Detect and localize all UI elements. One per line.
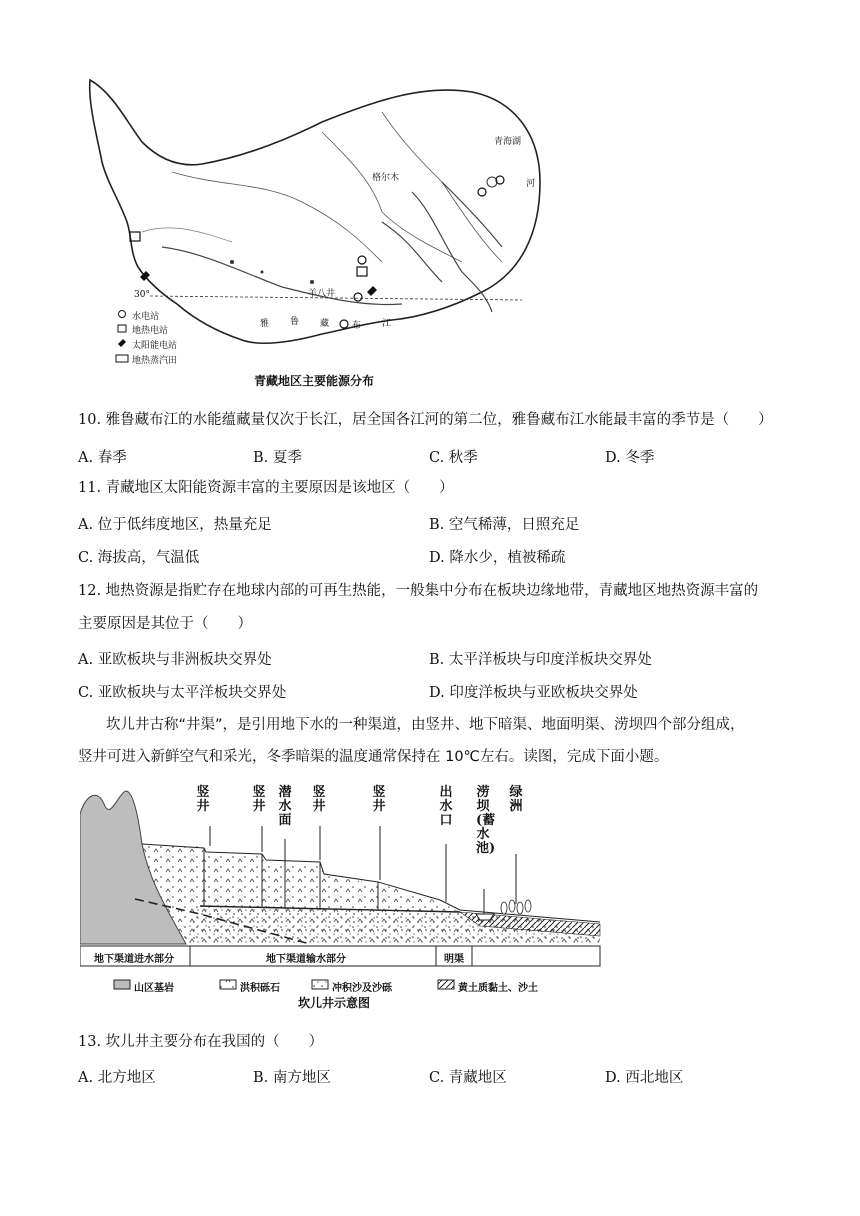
label-pond: 涝坝(蓄水池) bbox=[476, 785, 496, 856]
q11-option-c[interactable]: C. 海拔高，气温低 bbox=[78, 550, 200, 566]
map-label-yarlung-3: 藏 bbox=[320, 319, 330, 329]
map-label-yangbajing: 羊八井 bbox=[308, 289, 336, 299]
q12-option-b[interactable]: B. 太平洋板块与印度洋板块交界处 bbox=[429, 652, 652, 668]
legend-sand: 冲积沙及沙砾 bbox=[332, 983, 392, 994]
passage-line-1: 坎儿井古称“井渠”，是引用地下水的一种渠道，由竖井、地下暗渠、地面明渠、涝坝四个部分组成， bbox=[106, 717, 745, 733]
question-11: 11. 青藏地区太阳能资源丰富的主要原因是该地区（ ） bbox=[78, 480, 454, 496]
label-water-table: 潜水面 bbox=[278, 785, 292, 828]
q13-option-b[interactable]: B. 南方地区 bbox=[253, 1070, 331, 1086]
q11-option-b[interactable]: B. 空气稀薄，日照充足 bbox=[429, 517, 580, 533]
q10-option-d[interactable]: D. 冬季 bbox=[605, 450, 655, 466]
section-intake: 地下渠道进水部分 bbox=[94, 954, 174, 965]
q13-option-a[interactable]: A. 北方地区 bbox=[78, 1070, 156, 1086]
legend-geothermal: 地热电站 bbox=[132, 326, 169, 336]
q13-option-d[interactable]: D. 西北地区 bbox=[605, 1070, 684, 1086]
q10-option-b[interactable]: B. 夏季 bbox=[253, 450, 302, 466]
map-label-lat30: 30° bbox=[134, 290, 150, 300]
label-shaft-3: 竖井 bbox=[312, 785, 326, 814]
q12-option-a[interactable]: A. 亚欧板块与非洲板块交界处 bbox=[78, 652, 272, 668]
map-label-yarlung-1: 雅 bbox=[260, 319, 270, 329]
label-outlet: 出水口 bbox=[439, 785, 453, 828]
legend-hydro: 水电站 bbox=[132, 312, 160, 322]
label-shaft-2: 竖井 bbox=[252, 785, 266, 814]
q10-option-c[interactable]: C. 秋季 bbox=[429, 450, 478, 466]
map-label-river-side: 河 bbox=[526, 179, 536, 189]
energy-map-caption: 青藏地区主要能源分布 bbox=[254, 374, 375, 388]
map-label-yarlung-5: 江 bbox=[382, 319, 392, 329]
legend-loess: 黄土质黏土、沙土 bbox=[458, 983, 538, 994]
karez-diagram-svg bbox=[80, 784, 602, 1010]
label-shaft-4: 竖井 bbox=[372, 785, 386, 814]
karez-caption: 坎儿井示意图 bbox=[298, 996, 371, 1010]
section-open-channel: 明渠 bbox=[444, 954, 464, 965]
q10-option-a[interactable]: A. 春季 bbox=[78, 450, 127, 466]
map-label-yarlung-2: 鲁 bbox=[290, 317, 300, 327]
map-label-yarlung-4: 布 bbox=[352, 321, 362, 331]
map-label-river-top: 青海湖 bbox=[494, 137, 522, 147]
legend-steam-field: 地热蒸汽田 bbox=[132, 356, 178, 366]
passage-line-2: 竖井可进入新鲜空气和采光，冬季暗渠的温度通常保持在 10℃左右。读图，完成下面小题。 bbox=[78, 749, 669, 765]
legend-solar: 太阳能电站 bbox=[132, 341, 178, 351]
question-10: 10. 雅鲁藏布江的水能蕴藏量仅次于长江，居全国各江河的第二位，雅鲁藏布江水能最丰富的季节是（ ） bbox=[78, 412, 773, 428]
q11-option-a[interactable]: A. 位于低纬度地区，热量充足 bbox=[78, 517, 272, 533]
section-conveyance: 地下渠道输水部分 bbox=[266, 954, 346, 965]
energy-map-figure bbox=[82, 72, 552, 392]
legend-bedrock: 山区基岩 bbox=[134, 983, 174, 994]
q11-option-d[interactable]: D. 降水少，植被稀疏 bbox=[429, 550, 566, 566]
q12-option-c[interactable]: C. 亚欧板块与太平洋板块交界处 bbox=[78, 685, 287, 701]
q12-option-d[interactable]: D. 印度洋板块与亚欧板块交界处 bbox=[429, 685, 638, 701]
q13-option-c[interactable]: C. 青藏地区 bbox=[429, 1070, 507, 1086]
karez-diagram bbox=[80, 784, 602, 1010]
legend-gravel: 洪积砾石 bbox=[240, 983, 280, 994]
question-12-line-2: 主要原因是其位于（ ） bbox=[78, 616, 252, 632]
map-label-golmud: 格尔木 bbox=[372, 173, 400, 183]
question-13: 13. 坎儿井主要分布在我国的（ ） bbox=[78, 1034, 324, 1050]
label-shaft-1: 竖井 bbox=[196, 785, 210, 814]
question-12-line-1: 12. 地热资源是指贮存在地球内部的可再生热能，一般集中分布在板块边缘地带，青藏地区地热资源丰富的 bbox=[78, 583, 759, 599]
label-oasis: 绿洲 bbox=[509, 785, 523, 814]
